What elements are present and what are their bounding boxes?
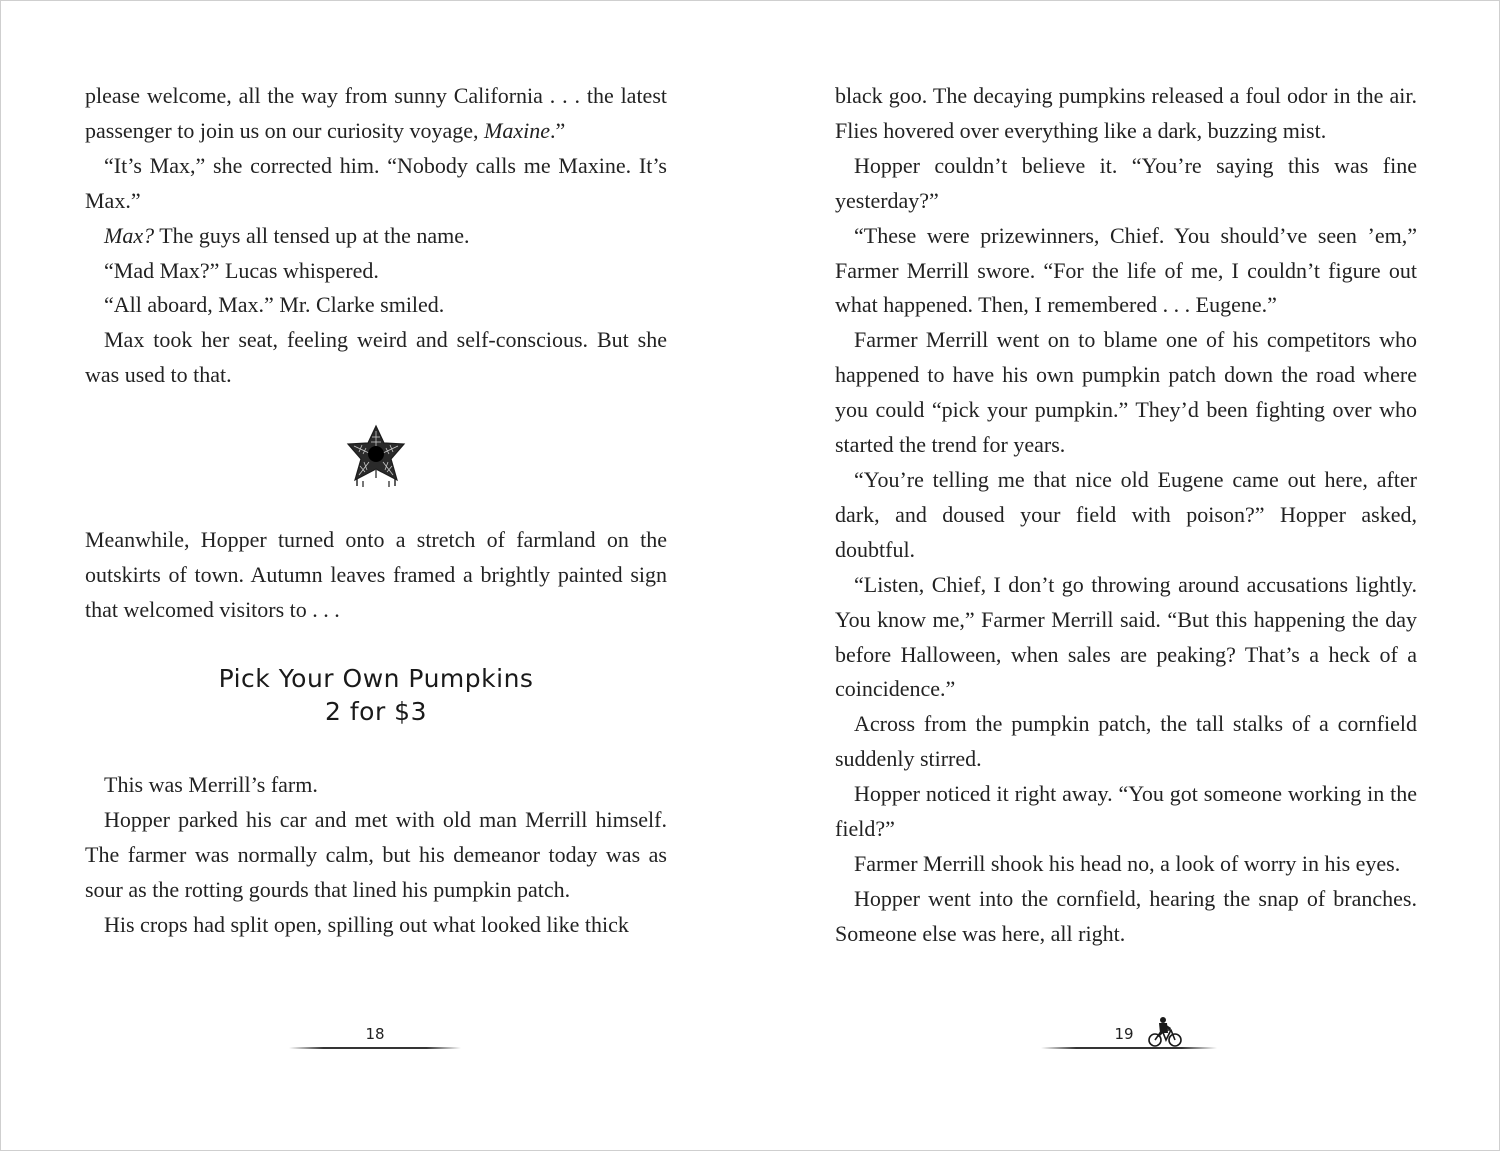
- paragraph: Hopper couldn’t believe it. “You’re saying this was fine yesterday?”: [835, 152, 1417, 213]
- farm-sign: [85, 662, 667, 728]
- paragraph: His crops had split open, spilling out what looked like thick: [104, 911, 629, 937]
- page-number: 19: [1114, 1025, 1134, 1043]
- paragraph: Farmer Merrill went on to blame one of his competitors who happened to have his own pumpkin patch down the road where you could “pick your pumpkin.” They’d been fighting over who started the trend for years.: [835, 327, 1417, 458]
- paragraph: Farmer Merrill shook his head no, a look of worry in his eyes.: [854, 850, 1401, 876]
- right-page-footer: [1041, 1025, 1217, 1055]
- paragraph: “Listen, Chief, I don’t go throwing around accusations lightly. You know me,” Farmer Merrill said. “But this happening the day before Halloween, when sales are peaking? That’s a heck of a coincidence.”: [835, 571, 1417, 702]
- paragraph: Max took her seat, feeling weird and self-conscious. But she was used to that.: [85, 327, 667, 388]
- paragraph: black goo. The decaying pumpkins released a foul odor in the air. Flies hovered over everything like a dark, buzzing mist.: [835, 83, 1417, 143]
- section-break-ornament: [85, 421, 667, 491]
- right-page: [835, 79, 1417, 952]
- footer-rule: [289, 1047, 461, 1049]
- left-page-footer: [289, 1025, 461, 1055]
- paragraph: “All aboard, Max.” Mr. Clarke smiled.: [104, 292, 445, 318]
- sign-line: 2 for $3: [325, 696, 427, 726]
- paragraph: Hopper noticed it right away. “You got someone working in the field?”: [835, 781, 1417, 842]
- paragraph: “It’s Max,” she corrected him. “Nobody calls me Maxine. It’s Max.”: [85, 152, 667, 213]
- paragraph: “Mad Max?” Lucas whispered.: [104, 257, 379, 283]
- paragraph: This was Merrill’s farm.: [104, 771, 318, 797]
- paragraph: “These were prizewinners, Chief. You should’ve seen ’em,” Farmer Merrill swore. “For the life of me, I couldn’t figure out what happened. Then, I remembered . . . Eugene.”: [835, 222, 1417, 318]
- bicycle-rider-icon: [1147, 1016, 1183, 1048]
- footer-rule: [1041, 1047, 1217, 1049]
- page-number: 18: [365, 1025, 385, 1043]
- sign-line: Pick Your Own Pumpkins: [218, 663, 534, 693]
- paragraph-emphasis: Max?: [104, 222, 155, 248]
- demogorgon-flower-icon: [343, 423, 409, 489]
- paragraph-emphasis: Maxine: [484, 117, 550, 143]
- paragraph: “You’re telling me that nice old Eugene came out here, after dark, and doused your field with poison?” Hopper asked, doubtful.: [835, 466, 1417, 562]
- paragraph: Meanwhile, Hopper turned onto a stretch of farmland on the outskirts of town. Autumn leaves framed a brightly painted sign that welcomed visitors to . . .: [85, 527, 667, 622]
- paragraph-text: .”: [549, 117, 566, 143]
- paragraph-text: please welcome, all the way from sunny California . . . the latest passenger to join us on our curiosity voyage,: [85, 83, 667, 143]
- paragraph: Hopper went into the cornfield, hearing the snap of branches. Someone else was here, all right.: [835, 885, 1417, 946]
- paragraph: Across from the pumpkin patch, the tall stalks of a cornfield suddenly stirred.: [835, 711, 1417, 772]
- paragraph: Hopper parked his car and met with old man Merrill himself. The farmer was normally calm, but his demeanor today was as sour as the rotting gourds that lined his pumpkin patch.: [85, 806, 667, 902]
- paragraph: [85, 79, 667, 149]
- left-page: [85, 79, 667, 942]
- paragraph: [85, 219, 667, 254]
- paragraph-text: The guys all tensed up at the name.: [154, 222, 470, 248]
